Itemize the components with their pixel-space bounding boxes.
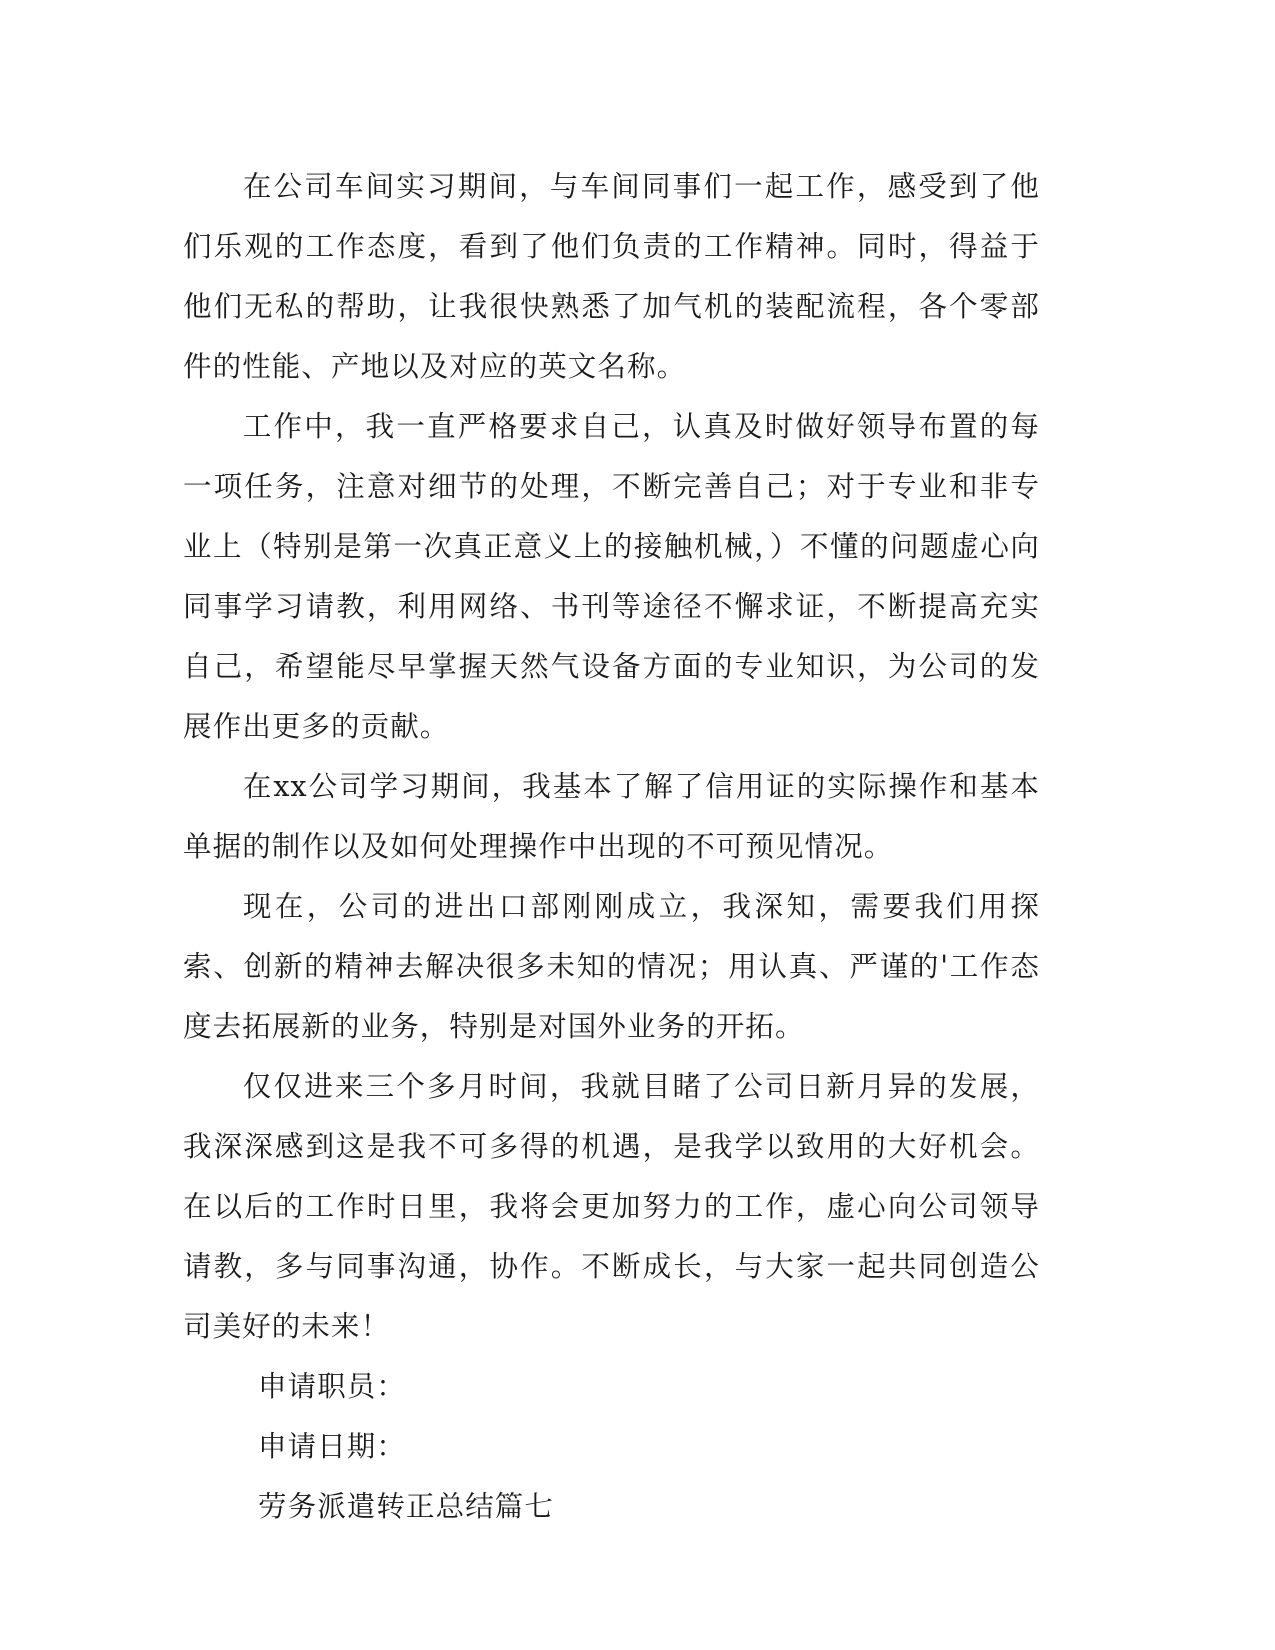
section-title: 劳务派遣转正总结篇七 xyxy=(258,1490,555,1523)
applicant-label: 申请职员： xyxy=(258,1370,407,1403)
date-label: 申请日期： xyxy=(258,1430,407,1463)
paragraph-future-outlook: 仅仅进来三个多月时间，我就目睹了公司日新月异的发展，我深深感到这是我不可多得的机遇，是我学以致用的大好机会。在以后的工作时日里，我将会更加努力的工作，虚心向公司领导请教，多与同事沟通，协作。不断成长，与大家一起共同创造公司美好的未来！ xyxy=(183,1070,1040,1343)
document-body xyxy=(183,157,1040,1537)
paragraph-letter-of-credit: 在xx公司学习期间，我基本了解了信用证的实际操作和基本单据的制作以及如何处理操作中出现的不可预见情况。 xyxy=(183,770,1040,863)
paragraph-import-export: 现在，公司的进出口部刚刚成立，我深知，需要我们用探索、创新的精神去解决很多未知的情况；用认真、严谨的'工作态度去拓展新的业务，特别是对国外业务的开拓。 xyxy=(183,890,1040,1043)
paragraph-workshop-internship: 在公司车间实习期间，与车间同事们一起工作，感受到了他们乐观的工作态度，看到了他们负责的工作精神。同时，得益于他们无私的帮助，让我很快熟悉了加气机的装配流程，各个零部件的性能、产地以及对应的英文名称。 xyxy=(183,170,1040,383)
paragraph-work-attitude: 工作中，我一直严格要求自己，认真及时做好领导布置的每一项任务，注意对细节的处理，不断完善自己；对于专业和非专业上（特别是第一次真正意义上的接触机械，）不懂的问题虚心向同事学习请教，利用网络、书刊等途径不懈求证，不断提高充实自己，希望能尽早掌握天然气设备方面的专业知识，为公司的发展作出更多的贡献。 xyxy=(183,410,1040,743)
